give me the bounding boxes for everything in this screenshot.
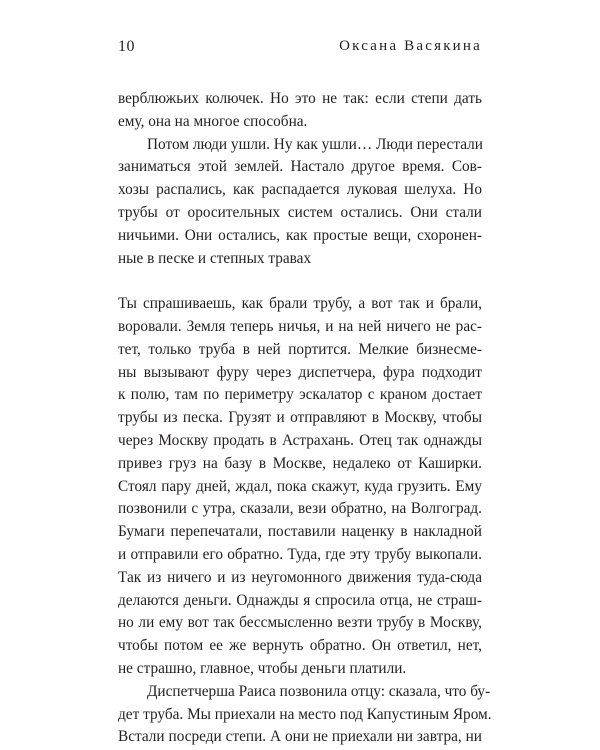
text-line: делаются деньги. Однажды я спросила отца, не страш- [118,591,482,609]
paragraph-4 [118,681,492,749]
text-line: трубы из песка. Грузят и отправляют в Москву, чтобы [118,409,482,427]
text-line: и отправили его обратно. Туда, где эту трубу выкопали. [118,545,482,563]
paragraph-3 [118,293,482,681]
text-line: чтобы потом ее же вернуть обратно. Он ответил, нет, [118,637,482,655]
running-header [118,38,482,58]
text-line: воровали. Земля теперь ничья, и на ней ничего не рас- [118,317,482,335]
text-line: ничьими. Они остались, как простые вещи, схоронен- [118,226,482,244]
text-line: Бумаги перепечатали, поставили наценку в накладной [118,523,482,541]
running-head-author: Оксана Васякина [339,38,482,54]
body-text [118,88,492,749]
text-line: позвонили с утра, сказали, вези обратно, на Волгоград. [118,500,482,518]
text-line: через Москву продать в Астрахань. Отец так однажды [118,431,482,449]
text-line: трубы от оросительных систем остались. Они стали [118,203,482,221]
text-line: Диспетчерша Раиса позвонила отцу: сказала, что бу- [147,682,491,700]
text-line: ны вызывают фуру через диспетчера, фура подходит [118,363,482,381]
text-line: тет, только труба в ней портится. Мелкие бизнесме- [118,340,482,358]
paragraph-2 [118,134,482,271]
paragraph-1 [118,88,482,134]
text-line: Так из ничего и из неугомонного движения туда-сюда [118,568,482,586]
text-line: Ты спрашиваешь, как брали трубу, а вот так и брали, [118,295,482,313]
text-line: заниматься этой землей. Настало другое время. Сов- [118,158,482,176]
text-line: ему, она на многое способна. [118,112,308,130]
text-line: Стоял пару дней, ждал, пока скажут, куда грузить. Ему [118,477,482,495]
text-line: ные в песке и степных травах [118,249,312,267]
section-break [118,270,482,293]
text-line: дет труба. Мы приехали на место под Капустиным Яром. [118,705,492,723]
text-line: но ли ему вот так бессмысленно везти трубу в Москву, [118,614,482,632]
text-line: хозы распались, как распадается луковая шелуха. Но [118,181,482,199]
text-line: к полю, там по периметру эскалатор с краном достает [118,386,482,404]
text-line: верблюжьих колючек. Но это не так: если степи дать [118,90,482,107]
text-line: не страшно, главное, чтобы деньги платили. [118,659,407,677]
text-line: привез груз на базу в Москве, недалеко от Каширки. [118,454,482,472]
text-line: Потом люди ушли. Ну как ушли… Люди перестали [147,135,483,153]
text-line: Встали посреди степи. А они не приехали ни завтра, ни [118,728,482,746]
page-number: 10 [118,38,135,55]
